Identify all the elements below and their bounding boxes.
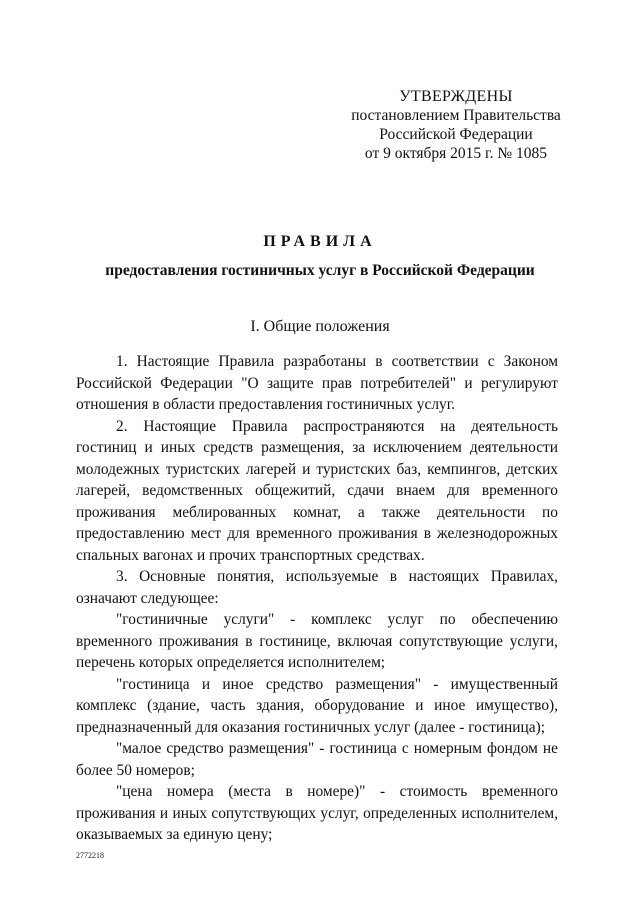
definition-paragraph: "гостиница и иное средство размещения" - имущественный комплекс (здание, часть здания, оборудование и иное имущество), предназначенный для оказания гостиничных услуг (далее - гостиница);	[76, 675, 558, 736]
document-body	[76, 351, 558, 846]
section-heading: I. Общие положения	[250, 318, 390, 335]
paragraph: 2. Настоящие Правила распространяются на деятельность гостиниц и иных средств размещения, за исключением деятельности молодежных туристских лагерей и туристских баз, кемпингов, детских лагерей, ведомственных общежитий, сдачи внаем для временного проживания меблированных комнат, а также деятельности по предоставлению мест для временного проживания в железнодорожных спальных вагонах и прочих транспортных средствах.	[76, 417, 558, 564]
document-subtitle: предоставления гостиничных услуг в Российской Федерации	[105, 262, 535, 279]
approval-line: постановлением Правительства	[351, 107, 561, 124]
document-title: ПРАВИЛА	[263, 233, 377, 250]
definition-paragraph: "малое средство размещения" - гостиница с номерным фондом не более 50 номеров;	[76, 740, 558, 779]
approval-date-line: от 9 октября 2015 г. № 1085	[364, 145, 548, 162]
approval-block	[340, 87, 572, 163]
paragraph: 3. Основные понятия, используемые в настоящих Правилах, означают следующее:	[76, 568, 558, 607]
paragraph: 1. Настоящие Правила разработаны в соответствии с Законом Российской Федерации "О защите прав потребителей" и регулируют отношения в области предоставления гостиничных услуг.	[76, 353, 558, 413]
approval-line: Российской Федерации	[379, 126, 533, 143]
approval-heading: УТВЕРЖДЕНЫ	[399, 88, 513, 105]
document-code: 2772218	[76, 851, 104, 860]
definition-paragraph: "гостиничные услуги" - комплекс услуг по обеспечению временного проживания в гостинице, включая сопутствующие услуги, перечень которых определяется исполнителем;	[76, 611, 558, 671]
definition-paragraph: "цена номера (места в номере)" - стоимость временного проживания и иных сопутствующих услуг, определенных исполнителем, оказываемых за единую цену;	[76, 783, 558, 843]
